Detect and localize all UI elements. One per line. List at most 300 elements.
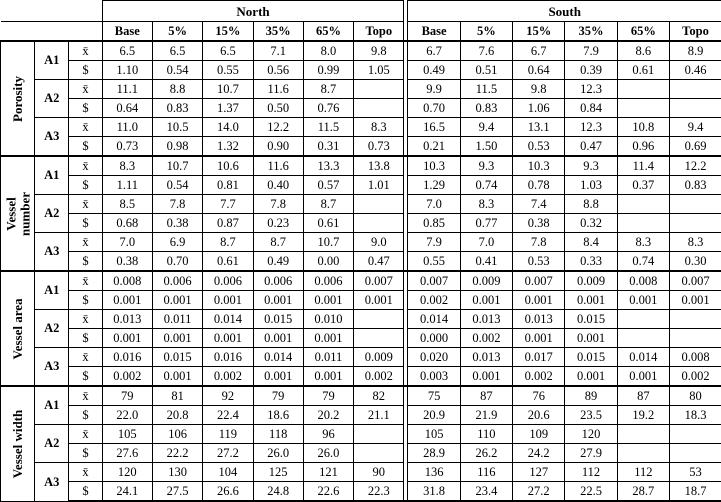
- table-cell: 20.2: [303, 406, 353, 425]
- table-cell: 0.38: [513, 214, 565, 233]
- table-cell: [670, 195, 721, 214]
- table-cell: 10.8: [617, 118, 669, 137]
- table-cell: 0.99: [303, 61, 353, 80]
- table-cell: 0.008: [102, 271, 152, 291]
- table-cell: 0.011: [303, 348, 353, 367]
- table-cell: 0.016: [102, 348, 152, 367]
- table-cell: 0.39: [565, 61, 617, 80]
- table-cell: 20.6: [513, 406, 565, 425]
- sample-label: A2: [35, 310, 69, 348]
- table-cell: 20.9: [408, 406, 460, 425]
- group-label-text: Porosity: [11, 64, 25, 134]
- table-cell: 0.001: [617, 367, 669, 387]
- column-header-south: 5%: [460, 22, 512, 42]
- measure-symbol: x̄: [69, 348, 102, 367]
- table-cell: 127: [513, 463, 565, 482]
- measure-symbol: $: [69, 329, 102, 348]
- table-cell: 7.0: [460, 233, 512, 252]
- table-cell: 11.0: [102, 118, 152, 137]
- table-cell: 18.3: [670, 406, 721, 425]
- table-cell: 22.6: [303, 482, 353, 502]
- sample-label: A2: [35, 195, 69, 233]
- table-cell: 11.4: [617, 156, 669, 176]
- table-cell: 8.7: [303, 80, 353, 99]
- measure-symbol: x̄: [69, 463, 102, 482]
- table-cell: 18.6: [253, 406, 303, 425]
- sample-label: A1: [35, 41, 69, 80]
- table-cell: 130: [152, 463, 202, 482]
- table-cell: 8.3: [617, 233, 669, 252]
- measure-symbol: $: [69, 137, 102, 157]
- table-cell: 0.001: [460, 367, 512, 387]
- table-cell: 26.0: [253, 444, 303, 463]
- table-row: [1, 195, 721, 214]
- table-cell: 0.40: [253, 176, 303, 195]
- table-cell: 27.2: [203, 444, 253, 463]
- region-header-south: South: [408, 1, 721, 22]
- table-cell: 13.1: [513, 118, 565, 137]
- table-row: [1, 118, 721, 137]
- table-cell: 0.007: [354, 271, 404, 291]
- table-cell: 0.61: [203, 252, 253, 272]
- table-cell: 6.5: [102, 41, 152, 61]
- table-cell: 0.47: [565, 137, 617, 157]
- table-cell: [354, 444, 404, 463]
- table-cell: 79: [253, 386, 303, 406]
- table-cell: 6.7: [408, 41, 460, 61]
- table-cell: [617, 99, 669, 118]
- table-cell: 0.54: [152, 61, 202, 80]
- table-cell: 8.3: [460, 195, 512, 214]
- table-cell: 7.8: [152, 195, 202, 214]
- table-cell: [670, 80, 721, 99]
- sample-label: A1: [35, 271, 69, 310]
- table-cell: 9.4: [670, 118, 721, 137]
- table-cell: 0.001: [102, 291, 152, 310]
- table-cell: 0.002: [460, 329, 512, 348]
- table-cell: 9.9: [408, 80, 460, 99]
- table-cell: [617, 80, 669, 99]
- measure-symbol: $: [69, 252, 102, 272]
- table-cell: 0.006: [303, 271, 353, 291]
- table-cell: 0.011: [152, 310, 202, 329]
- table-cell: 27.6: [102, 444, 152, 463]
- table-cell: 0.015: [565, 310, 617, 329]
- column-header-north: 35%: [253, 22, 303, 42]
- table-cell: 0.90: [253, 137, 303, 157]
- table-cell: 16.5: [408, 118, 460, 137]
- table-cell: 22.2: [152, 444, 202, 463]
- table-cell: 0.64: [102, 99, 152, 118]
- table-cell: 21.1: [354, 406, 404, 425]
- table-row: [1, 176, 721, 195]
- table-cell: 0.87: [203, 214, 253, 233]
- column-header-north: Topo: [354, 22, 404, 42]
- table-cell: 7.8: [253, 195, 303, 214]
- table-cell: 22.5: [565, 482, 617, 502]
- table-cell: 0.017: [513, 348, 565, 367]
- table-cell: 76: [513, 386, 565, 406]
- table-cell: 0.32: [565, 214, 617, 233]
- table-cell: 6.5: [203, 41, 253, 61]
- table-row: [1, 252, 721, 272]
- table-cell: 53: [670, 463, 721, 482]
- table-cell: 22.4: [203, 406, 253, 425]
- group-label: [1, 41, 35, 156]
- table-cell: 0.001: [152, 291, 202, 310]
- column-header-south: Base: [408, 22, 460, 42]
- sample-label: A3: [35, 348, 69, 387]
- measure-symbol: $: [69, 291, 102, 310]
- table-cell: 96: [303, 425, 353, 444]
- table-cell: 8.3: [670, 233, 721, 252]
- table-cell: 0.001: [203, 329, 253, 348]
- table-cell: 7.6: [460, 41, 512, 61]
- table-cell: 125: [253, 463, 303, 482]
- table-cell: 87: [460, 386, 512, 406]
- table-cell: 0.002: [513, 367, 565, 387]
- table-cell: 1.06: [513, 99, 565, 118]
- table-cell: 1.10: [102, 61, 152, 80]
- table-cell: 0.001: [513, 291, 565, 310]
- table-row: [1, 329, 721, 348]
- table-cell: 0.001: [253, 367, 303, 387]
- measure-symbol: $: [69, 367, 102, 387]
- table-cell: 0.50: [253, 99, 303, 118]
- measure-symbol: x̄: [69, 156, 102, 176]
- table-cell: 10.5: [152, 118, 202, 137]
- table-cell: 87: [617, 386, 669, 406]
- table-cell: 9.8: [354, 41, 404, 61]
- table-cell: 0.68: [102, 214, 152, 233]
- sample-label: A2: [35, 80, 69, 118]
- table-cell: [354, 80, 404, 99]
- table-cell: 1.11: [102, 176, 152, 195]
- table-cell: 0.001: [152, 367, 202, 387]
- table-cell: [617, 195, 669, 214]
- table-cell: 0.23: [253, 214, 303, 233]
- column-header-north: 5%: [152, 22, 202, 42]
- table-cell: 13.8: [354, 156, 404, 176]
- table-cell: 24.1: [102, 482, 152, 502]
- table-cell: [354, 310, 404, 329]
- table-cell: 80: [670, 386, 721, 406]
- table-cell: 0.83: [152, 99, 202, 118]
- table-cell: 7.4: [513, 195, 565, 214]
- table-cell: 0.21: [408, 137, 460, 157]
- table-cell: 18.7: [670, 482, 721, 502]
- table-row: [1, 367, 721, 387]
- table-row: [1, 80, 721, 99]
- table-cell: 89: [565, 386, 617, 406]
- group-label-text: Vessel number: [4, 179, 31, 249]
- table-cell: [670, 329, 721, 348]
- table-cell: 7.9: [565, 41, 617, 61]
- table-cell: [354, 99, 404, 118]
- table-cell: 75: [408, 386, 460, 406]
- table-cell: 7.0: [408, 195, 460, 214]
- table-cell: 118: [253, 425, 303, 444]
- table-cell: 10.3: [408, 156, 460, 176]
- table-cell: 0.009: [565, 271, 617, 291]
- table-cell: 31.8: [408, 482, 460, 502]
- group-label: [1, 386, 35, 501]
- table-cell: 82: [354, 386, 404, 406]
- table-cell: 1.01: [354, 176, 404, 195]
- table-cell: 8.6: [617, 41, 669, 61]
- table-row: [1, 156, 721, 176]
- table-row: [1, 386, 721, 406]
- table-cell: 0.015: [565, 348, 617, 367]
- table-row: [1, 61, 721, 80]
- measure-symbol: x̄: [69, 118, 102, 137]
- table-cell: 0.96: [617, 137, 669, 157]
- column-header-south: 15%: [513, 22, 565, 42]
- table-cell: 11.6: [253, 156, 303, 176]
- table-cell: 112: [565, 463, 617, 482]
- sample-label: A1: [35, 386, 69, 425]
- table-cell: 112: [617, 463, 669, 482]
- table-cell: 23.4: [460, 482, 512, 502]
- table-cell: [670, 425, 721, 444]
- table-cell: 0.013: [102, 310, 152, 329]
- table-cell: 0.001: [670, 291, 721, 310]
- table-cell: 120: [102, 463, 152, 482]
- table-cell: 8.5: [102, 195, 152, 214]
- table-cell: 0.001: [303, 291, 353, 310]
- column-header-north: 65%: [303, 22, 353, 42]
- table-cell: 0.81: [203, 176, 253, 195]
- table-cell: 0.31: [303, 137, 353, 157]
- table-cell: 9.3: [565, 156, 617, 176]
- table-cell: 0.006: [203, 271, 253, 291]
- table-cell: 0.001: [102, 329, 152, 348]
- table-cell: 0.000: [408, 329, 460, 348]
- table-cell: 8.3: [102, 156, 152, 176]
- table-cell: 8.7: [203, 233, 253, 252]
- column-header-south: 65%: [617, 22, 669, 42]
- measure-symbol: x̄: [69, 233, 102, 252]
- measure-symbol: $: [69, 61, 102, 80]
- table-cell: 0.001: [253, 329, 303, 348]
- table-cell: 0.53: [513, 252, 565, 272]
- table-cell: [617, 444, 669, 463]
- measure-symbol: x̄: [69, 386, 102, 406]
- table-cell: 0.010: [303, 310, 353, 329]
- table-cell: 0.008: [617, 271, 669, 291]
- measure-symbol: $: [69, 176, 102, 195]
- table-cell: 22.3: [354, 482, 404, 502]
- table-cell: 0.74: [460, 176, 512, 195]
- table-cell: 9.8: [513, 80, 565, 99]
- table-cell: 7.0: [102, 233, 152, 252]
- table-cell: 0.74: [617, 252, 669, 272]
- table-cell: 0.014: [203, 310, 253, 329]
- table-cell: 8.7: [253, 233, 303, 252]
- table-cell: 0.73: [102, 137, 152, 157]
- table-cell: 0.83: [670, 176, 721, 195]
- table-row: [1, 291, 721, 310]
- table-cell: 8.8: [152, 80, 202, 99]
- table-cell: 21.9: [460, 406, 512, 425]
- table-cell: 0.70: [152, 252, 202, 272]
- table-cell: [670, 214, 721, 233]
- sample-label: A3: [35, 233, 69, 272]
- table-cell: 0.30: [670, 252, 721, 272]
- table-cell: 23.5: [565, 406, 617, 425]
- table-cell: 0.85: [408, 214, 460, 233]
- table-cell: 92: [203, 386, 253, 406]
- table-cell: [354, 329, 404, 348]
- measure-symbol: $: [69, 99, 102, 118]
- table-cell: 0.014: [617, 348, 669, 367]
- group-label: [1, 271, 35, 386]
- table-cell: 0.64: [513, 61, 565, 80]
- table-cell: 0.015: [253, 310, 303, 329]
- table-cell: [354, 214, 404, 233]
- table-cell: 0.61: [617, 61, 669, 80]
- table-cell: 0.009: [460, 271, 512, 291]
- measure-symbol: x̄: [69, 80, 102, 99]
- table-cell: 1.29: [408, 176, 460, 195]
- table-row: [1, 214, 721, 233]
- table-cell: 0.001: [152, 329, 202, 348]
- table-cell: 0.020: [408, 348, 460, 367]
- table-cell: 8.0: [303, 41, 353, 61]
- table-cell: 11.5: [303, 118, 353, 137]
- column-header-row: [1, 22, 721, 42]
- table-cell: 27.2: [513, 482, 565, 502]
- table-cell: 0.73: [354, 137, 404, 157]
- table-cell: 12.2: [670, 156, 721, 176]
- table-cell: 10.7: [303, 233, 353, 252]
- column-header-north: 15%: [203, 22, 253, 42]
- table-cell: 22.0: [102, 406, 152, 425]
- table-cell: 0.015: [152, 348, 202, 367]
- table-cell: 0.61: [303, 214, 353, 233]
- table-cell: 0.002: [408, 291, 460, 310]
- table-row: [1, 233, 721, 252]
- table-cell: 0.55: [408, 252, 460, 272]
- table-cell: 6.7: [513, 41, 565, 61]
- table-cell: 0.001: [617, 291, 669, 310]
- table-cell: 9.4: [460, 118, 512, 137]
- table-row: [1, 310, 721, 329]
- table-cell: 26.6: [203, 482, 253, 502]
- table-cell: 8.9: [670, 41, 721, 61]
- table-cell: [617, 425, 669, 444]
- table-cell: [354, 195, 404, 214]
- table-cell: 26.0: [303, 444, 353, 463]
- table-cell: 8.7: [303, 195, 353, 214]
- table-cell: 0.001: [303, 329, 353, 348]
- table-cell: 7.8: [513, 233, 565, 252]
- table-cell: 0.016: [203, 348, 253, 367]
- table-cell: 1.37: [203, 99, 253, 118]
- table-cell: 0.37: [617, 176, 669, 195]
- sample-label: A3: [35, 463, 69, 502]
- table-cell: 0.006: [253, 271, 303, 291]
- sample-label: A2: [35, 425, 69, 463]
- table-cell: 0.001: [354, 291, 404, 310]
- table-cell: 0.33: [565, 252, 617, 272]
- table-cell: 10.6: [203, 156, 253, 176]
- table-cell: 0.009: [354, 348, 404, 367]
- table-cell: 0.38: [102, 252, 152, 272]
- table-cell: 27.9: [565, 444, 617, 463]
- table-body: [1, 41, 721, 501]
- table-cell: 26.2: [460, 444, 512, 463]
- sample-label: A1: [35, 156, 69, 195]
- table-cell: 0.46: [670, 61, 721, 80]
- table-cell: 0.49: [408, 61, 460, 80]
- measure-symbol: x̄: [69, 310, 102, 329]
- table-cell: 9.0: [354, 233, 404, 252]
- table-cell: 0.47: [354, 252, 404, 272]
- table-cell: 0.001: [303, 367, 353, 387]
- table-cell: 0.013: [513, 310, 565, 329]
- table-cell: 110: [460, 425, 512, 444]
- measure-symbol: $: [69, 482, 102, 502]
- table-row: [1, 271, 721, 291]
- table-cell: 12.3: [565, 80, 617, 99]
- table-row: [1, 348, 721, 367]
- table-cell: 0.007: [670, 271, 721, 291]
- table-cell: 0.013: [460, 348, 512, 367]
- table-row: [1, 463, 721, 482]
- table-row: [1, 444, 721, 463]
- table-cell: 0.001: [513, 329, 565, 348]
- table-cell: 1.32: [203, 137, 253, 157]
- measure-symbol: x̄: [69, 425, 102, 444]
- table-cell: 7.1: [253, 41, 303, 61]
- measure-symbol: $: [69, 444, 102, 463]
- table-cell: 119: [203, 425, 253, 444]
- table-cell: 14.0: [203, 118, 253, 137]
- group-label: [1, 156, 35, 271]
- measure-symbol: x̄: [69, 195, 102, 214]
- table-cell: 0.001: [565, 329, 617, 348]
- table-cell: 79: [303, 386, 353, 406]
- table-cell: 6.5: [152, 41, 202, 61]
- table-row: [1, 99, 721, 118]
- table-cell: 0.001: [203, 291, 253, 310]
- table-cell: 0.84: [565, 99, 617, 118]
- table-row: [1, 425, 721, 444]
- table-cell: 11.5: [460, 80, 512, 99]
- table-cell: 10.3: [513, 156, 565, 176]
- table-cell: 13.3: [303, 156, 353, 176]
- table-cell: 0.002: [203, 367, 253, 387]
- table-cell: 20.8: [152, 406, 202, 425]
- table-cell: 11.6: [253, 80, 303, 99]
- table-cell: 1.05: [354, 61, 404, 80]
- table-cell: 0.53: [513, 137, 565, 157]
- table-cell: 0.98: [152, 137, 202, 157]
- table-cell: 12.3: [565, 118, 617, 137]
- table-cell: 0.57: [303, 176, 353, 195]
- table-cell: 116: [460, 463, 512, 482]
- table-cell: 8.3: [354, 118, 404, 137]
- table-cell: 28.9: [408, 444, 460, 463]
- table-cell: 0.54: [152, 176, 202, 195]
- table-cell: 0.013: [460, 310, 512, 329]
- table-cell: 79: [102, 386, 152, 406]
- region-header-north: North: [102, 1, 404, 22]
- table-cell: [617, 310, 669, 329]
- table-cell: 0.49: [253, 252, 303, 272]
- table-row: [1, 406, 721, 425]
